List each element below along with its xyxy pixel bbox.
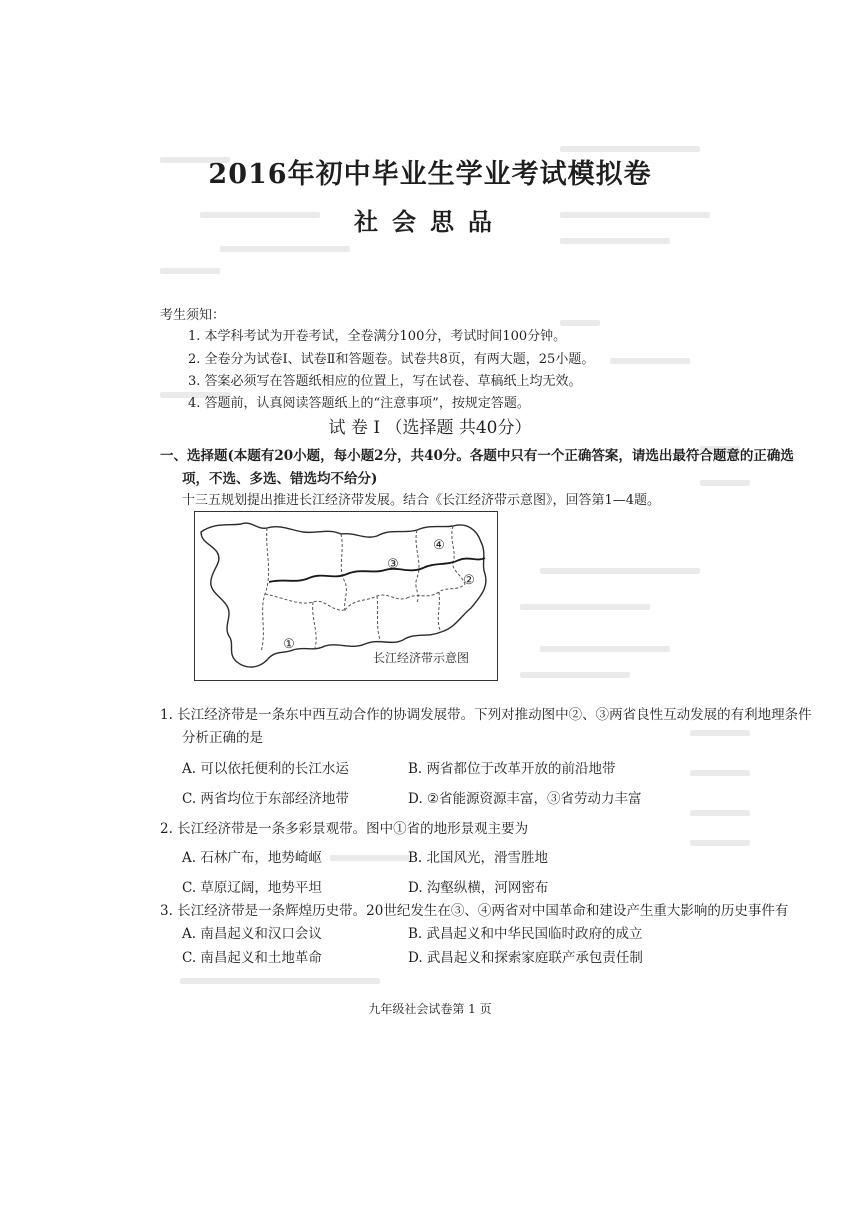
question-1-option-a[interactable]: A. 可以依托便利的长江水运	[182, 761, 349, 777]
notice-heading: 考生须知：	[160, 308, 226, 323]
group-intro: 十三五规划提出推进长江经济带发展。结合《长江经济带示意图》，回答第1—4题。	[182, 493, 661, 508]
notice-item: 1. 本学科考试为开卷考试，全卷满分100分，考试时间100分钟。	[188, 329, 567, 344]
question-2-stem: 2. 长江经济带是一条多彩景观带。图中①省的地形景观主要为	[160, 821, 529, 837]
exam-subject: 社会思品	[354, 207, 506, 236]
map-label-3: ③	[387, 557, 399, 572]
notice-item: 2. 全卷分为试卷Ⅰ、试卷Ⅱ和答题卷。试卷共8页，有两大题，25小题。	[188, 352, 595, 367]
question-2-option-c[interactable]: C. 草原辽阔，地势平坦	[182, 880, 322, 896]
question-type-instruction: 一、选择题(本题有20小题，每小题2分，共40分。各题中只有一个正确答案，请选出最符合题意的正确选	[160, 448, 794, 464]
page-footer: 九年级社会试卷第 1 页	[368, 1002, 492, 1016]
question-1-option-d[interactable]: D. ②省能源资源丰富，③省劳动力丰富	[408, 791, 642, 807]
question-3-option-c[interactable]: C. 南昌起义和土地革命	[182, 950, 322, 966]
question-2-option-d[interactable]: D. 沟壑纵横，河网密布	[408, 880, 549, 896]
map-label-1: ①	[283, 637, 295, 652]
question-1-option-c[interactable]: C. 两省均位于东部经济地带	[182, 791, 349, 807]
notice-item: 4. 答题前，认真阅读答题纸上的“注意事项”，按规定答题。	[188, 396, 530, 411]
question-3-option-d[interactable]: D. 武昌起义和探索家庭联产承包责任制	[408, 950, 643, 966]
question-1-option-b[interactable]: B. 两省都位于改革开放的前沿地带	[408, 761, 616, 777]
notice-item: 3. 答案必须写在答题纸相应的位置上，写在试卷、草稿纸上均无效。	[188, 374, 582, 389]
exam-title: 2016年初中毕业生学业考试模拟卷	[208, 159, 652, 190]
question-3-option-b[interactable]: B. 武昌起义和中华民国临时政府的成立	[408, 926, 643, 942]
map-label-4: ④	[433, 538, 445, 553]
question-1-stem-cont: 分析正确的是	[182, 730, 263, 746]
map-caption: 长江经济带示意图	[372, 651, 469, 665]
yangtze-economic-belt-map	[194, 511, 498, 681]
question-2-option-b[interactable]: B. 北国风光，滑雪胜地	[408, 850, 549, 866]
question-3-stem: 3. 长江经济带是一条辉煌历史带。20世纪发生在③、④两省对中国革命和建设产生重大影响的历史事件有	[160, 903, 789, 919]
question-2-option-a[interactable]: A. 石林广布，地势崎岖	[182, 850, 322, 866]
map-label-2: ②	[463, 573, 475, 588]
question-1-stem: 1. 长江经济带是一条东中西互动合作的协调发展带。下列对推动图中②、③两省良性互动发展的有利地理条件	[160, 707, 812, 723]
section-title: 试 卷 Ⅰ （选择题 共40分）	[328, 418, 532, 438]
question-type-instruction-cont: 项，不选、多选、错选均不给分)	[182, 471, 378, 487]
question-3-option-a[interactable]: A. 南昌起义和汉口会议	[182, 926, 322, 942]
